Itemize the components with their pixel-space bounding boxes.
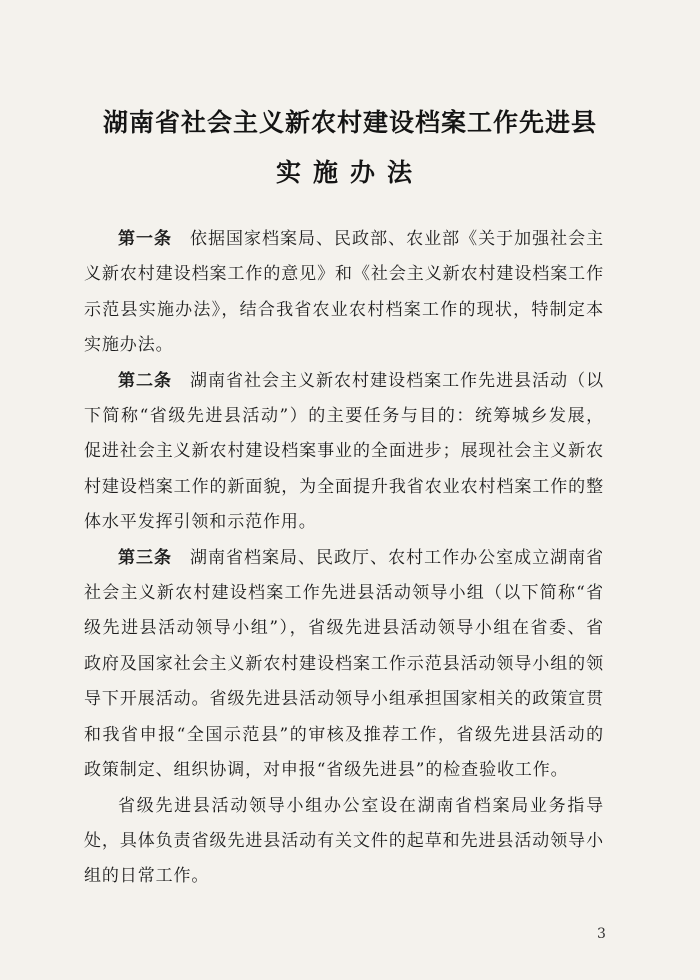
article-text: 湖南省社会主义新农村建设档案工作先进县活动（以下简称“省级先进县活动”）的主要任务与目的：统筹城乡发展，促进社会主义新农村建设档案事业的全面进步；展现社会主义新农村建设档案工作的新面貌，为全面提升我省农业农村档案工作的整体水平发挥引领和示范作用。 [84, 370, 605, 533]
document-body [84, 222, 604, 895]
document-title [0, 103, 700, 189]
paragraph-text: 省级先进县活动领导小组办公室设在湖南省档案局业务指导处，具体负责省级先进县活动有关文件的起草和先进县活动领导小组的日常工作。 [84, 795, 604, 887]
title-line-1: 湖南省社会主义新农村建设档案工作先进县 [102, 108, 597, 137]
article-label: 第三条 [118, 547, 173, 568]
article-label: 第二条 [118, 370, 173, 391]
article-label: 第一条 [118, 229, 173, 249]
article-3 [84, 541, 604, 789]
article-1 [84, 222, 604, 364]
article-text: 依据国家档案局、民政部、农业部《关于加强社会主义新农村建设档案工作的意见》和《社会主义新农村建设档案工作示范县实施办法》，结合我省农业农村档案工作的现状，特制定本实施办法。 [84, 229, 605, 356]
article-text: 湖南省档案局、民政厅、农村工作办公室成立湖南省社会主义新农村建设档案工作先进县活动领导小组（以下简称“省级先进县活动领导小组”），省级先进县活动领导小组在省委、省政府及国家社会主义新农村建设档案工作示范县活动领导小组的领导下开展活动。省级先进县活动领导小组承担国家相关的政策宣贯和我省申报“全国示范县”的审核及推荐工作，省级先进县活动的政策制定、组织协调，对申报“省级先进县”的检查验收工作。 [84, 547, 605, 781]
article-2 [84, 364, 604, 541]
title-line-2: 实施办法 [275, 158, 424, 187]
article-3-continued [84, 789, 604, 895]
page-number: 3 [597, 926, 606, 942]
